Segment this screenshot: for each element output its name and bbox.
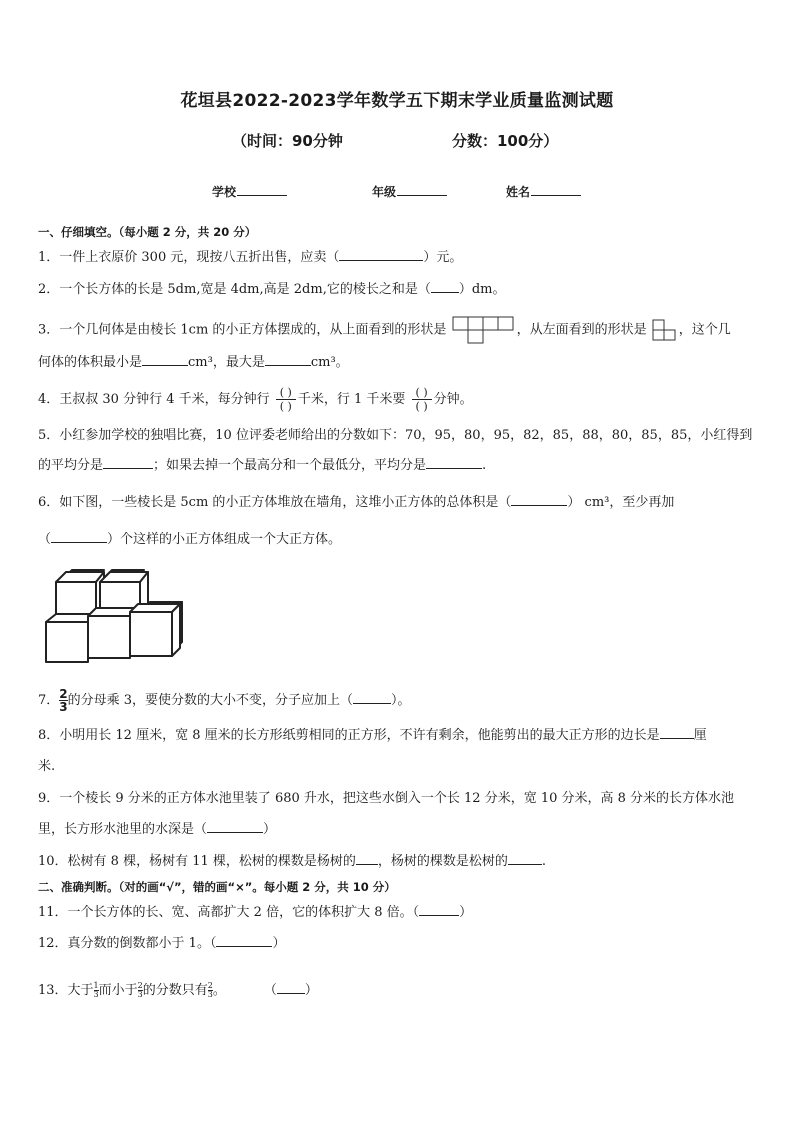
fraction-blank[interactable]: $\frac{( )}{( )}$ bbox=[276, 386, 296, 413]
answer-blank[interactable] bbox=[51, 530, 107, 543]
question-8-cont: 米. bbox=[38, 759, 56, 774]
answer-blank[interactable] bbox=[426, 456, 482, 469]
name-field[interactable] bbox=[506, 183, 581, 200]
answer-blank[interactable] bbox=[142, 353, 188, 366]
question-3: 3．一个几何体是由棱长 1cm 的小正方体摆成的，从上面看到的形状是 ，从左面看到的形状是 ，这个几 bbox=[38, 315, 731, 345]
answer-blank[interactable] bbox=[353, 691, 391, 704]
answer-blank[interactable] bbox=[265, 353, 311, 366]
page-title: 花垣县2022-2023学年数学五下期末学业质量监测试题 bbox=[180, 91, 614, 111]
answer-blank[interactable] bbox=[419, 903, 459, 916]
top-view-figure bbox=[451, 315, 517, 345]
question-6-cont: （ ）个这样的小正方体组成一个大正方体。 bbox=[38, 532, 342, 547]
name-label: 姓名 bbox=[506, 185, 531, 199]
section-1-heading: 一、仔细填空。（每小题 2 分，共 20 分） bbox=[38, 225, 257, 239]
answer-blank[interactable] bbox=[431, 280, 459, 293]
question-6: 6．如下图，一些棱长是 5cm 的小正方体堆放在墙角，这堆小正方体的总体积是（ ） cm³，至少再加 bbox=[38, 495, 675, 510]
answer-blank[interactable] bbox=[216, 934, 272, 947]
question-8: 8．小明用长 12 厘米，宽 8 厘米的长方形纸剪相同的正方形，不许有剩余，他能剪出的最大正方形的边长是 厘 bbox=[38, 728, 707, 743]
question-11: 11．一个长方体的长、宽、高都扩大 2 倍，它的体积扩大 8 倍。（ ） bbox=[38, 905, 473, 920]
question-4: 4．王叔叔 30 分钟行 4 千米，每分钟行 $\frac{( )}{( )}$ 千米，行 1 千米要 $\frac{( )}{( )}$ 分钟。 bbox=[38, 386, 473, 413]
exam-score: 分数：100分） bbox=[452, 132, 559, 150]
section-2-heading: 二、准确判断。（对的画“√”，错的画“×”。每小题 2 分，共 10 分） bbox=[38, 880, 396, 894]
question-7: 7． $\frac{2}{3}$ 的分母乘 3，要使分数的大小不变，分子应加上（ ）。 bbox=[38, 687, 411, 714]
question-5-cont: 的平均分是 ；如果去掉一个最高分和一个最低分，平均分是 . bbox=[38, 458, 487, 473]
exam-time: （时间：90分钟 bbox=[232, 132, 343, 150]
answer-blank[interactable] bbox=[356, 852, 378, 865]
answer-blank[interactable] bbox=[511, 493, 567, 506]
grade-field[interactable] bbox=[372, 183, 447, 200]
question-9: 9．一个棱长 9 分米的正方体水池里装了 680 升水，把这些水倒入一个长 12 分米，宽 10 分米，高 8 分米的长方体水池 bbox=[38, 791, 735, 806]
school-field[interactable] bbox=[212, 183, 287, 200]
grade-label: 年级 bbox=[372, 185, 397, 199]
left-view-figure bbox=[651, 317, 679, 343]
question-2: 2．一个长方体的长是 5dm,宽是 4dm,高是 2dm,它的棱长之和是（ ）dm。 bbox=[38, 282, 506, 297]
answer-blank[interactable] bbox=[660, 726, 694, 739]
question-10: 10．松树有 8 棵，杨树有 11 棵，松树的棵数是杨树的 ，杨树的棵数是松树的 . bbox=[38, 854, 547, 869]
question-3-cont: 何体的体积最小是 cm³，最大是 cm³。 bbox=[38, 355, 349, 370]
question-1: 1．一件上衣原价 300 元，现按八五折出售，应卖（ ）元。 bbox=[38, 250, 463, 265]
question-9-cont: 里，长方形水池里的水深是（ ） bbox=[38, 822, 277, 837]
answer-blank[interactable] bbox=[508, 852, 542, 865]
answer-blank[interactable] bbox=[277, 981, 305, 994]
stacked-cubes-figure bbox=[42, 562, 188, 666]
question-12: 12．真分数的倒数都小于 1。（ ） bbox=[38, 936, 286, 951]
fraction-blank[interactable]: $\frac{( )}{( )}$ bbox=[412, 386, 432, 413]
answer-blank[interactable] bbox=[339, 248, 423, 261]
question-13: 13．大于 $\frac{1}{3}$ 而小于 $\frac{2}{3}$ 的分数只有 $\frac{2}{3}$ 。 （ ） bbox=[38, 981, 318, 999]
question-5: 5．小红参加学校的独唱比赛，10 位评委老师给出的分数如下：70，95，80，95，82，85，88，80，85，85，小红得到 bbox=[38, 428, 753, 443]
answer-blank[interactable] bbox=[207, 820, 263, 833]
answer-blank[interactable] bbox=[103, 456, 153, 469]
school-label: 学校 bbox=[212, 185, 237, 199]
